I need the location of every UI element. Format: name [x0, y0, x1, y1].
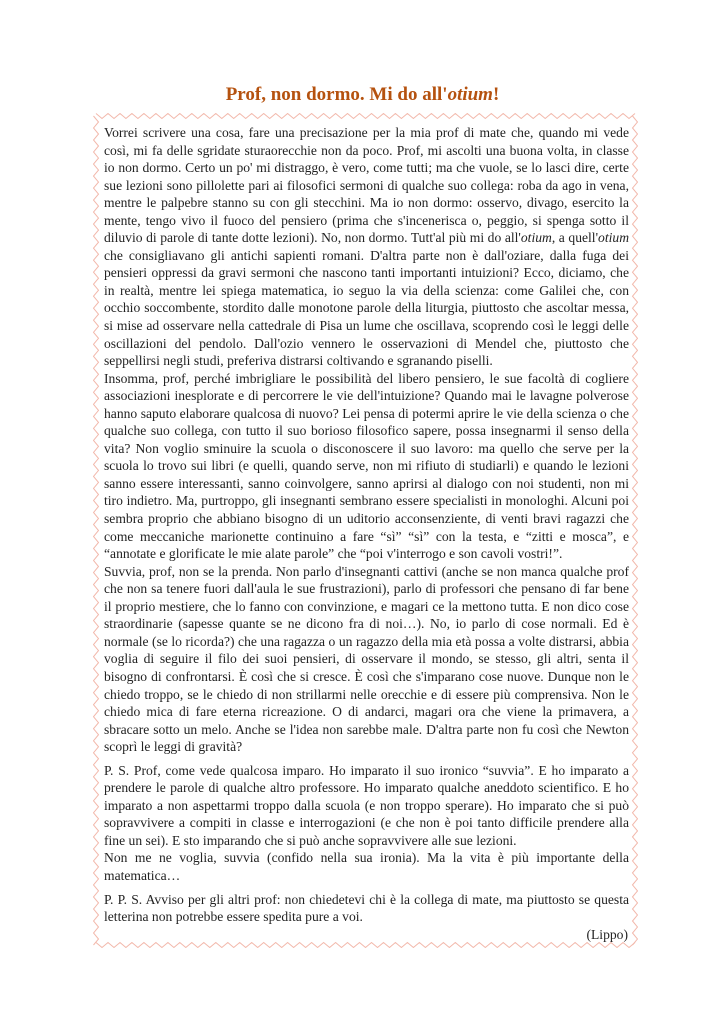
- paragraph-text: Insomma, prof, perché imbrigliare le possibilità del libero pensiero, le sue facoltà di cogliere associazioni inesplorate e di percorrere le vie dell'intuizione? Quando mai le lavagne polverose hanno saputo elaborare qualcosa di nuovo? Lei pensa di potermi aprire le vie della scienza o che qualche suo collega, con tutto il suo borioso filosofico sapere, possa insegnarmi il senso della vita? Non voglio sminuire la scuola o disconoscere il suo lavoro: ma quello che serve per la scuola lo trovo sui libri (e quelli, quando serve, non mi rifiuto di studiarli) e quando le lezioni sanno essere interessanti, sanno coinvolgere, sanno aprirsi al dialogo con noi studenti, non mi tiro indietro. Ma, purtroppo, gli insegnanti sembrano essere specialisti in monologhi. Alcuni poi sembra proprio che abbiano bisogno di un uditorio acconsenziente, di venti bravi ragazzi che come meccaniche marionette continuino a fare “sì” “sì” con la testa, e “zitti e mosca”, e “annotate e glorificate le mie alate parole” che “poi v'interrogo e son cavoli vostri!”.: [104, 370, 629, 562]
- paragraph: [104, 124, 629, 370]
- letter-body: [104, 124, 629, 926]
- paragraph-text: Non me ne voglia, suvvia (confido nella sua ironia). Ma la vita è più importante della matematica…: [104, 850, 629, 883]
- border-edge: [94, 116, 99, 945]
- title-end: !: [492, 84, 500, 105]
- paragraph-text: , a quell': [551, 230, 599, 246]
- signature: (Lippo): [586, 927, 628, 942]
- paragraph: [104, 370, 629, 563]
- border-edge: [96, 114, 635, 119]
- italic-term: otium: [520, 230, 552, 246]
- paragraph: [104, 563, 629, 756]
- paragraph-text: che consigliavano gli antichi sapienti romani. D'altra parte non è dall'oziare, dalla fuga dei pensieri oppressi da gravi sermoni che nascono tanti importanti intuizioni? Ecco, diciamo, che in realtà, mentre lei spiega matematica, io seguo la via della scienza: come Galilei che, con occhio soccombente, stordito dalle monotone parole della liturgia, piuttosto che ascoltar messa, si mise ad osservare nella cattedrale di Pisa un lume che oscillava, scoprendo così le leggi delle oscillazioni del pendolo. Dall'ozio vennero le osservazioni di Mendel che, piuttosto che seppellirsi negli studi, preferiva distrarsi coltivando e sgranando piselli.: [104, 247, 629, 369]
- border-edge: [96, 943, 635, 948]
- title-italic: otium: [447, 84, 493, 105]
- paragraph: [104, 891, 629, 926]
- article-title: [0, 84, 725, 106]
- border-edge: [633, 116, 638, 945]
- paragraph-text: P. S. Prof, come vede qualcosa imparo. Ho imparato il suo ironico “suvvia”. E ho imparato a prendere le parole di qualche altro professore. Ho imparato qualche aneddoto scientifico. E ho imparato a non aspettarmi troppo dalla scuola (e non troppo sperare). Ho imparato che si può sopravvivere a compiti in classe e interrogazioni (e che non è poi tanto difficile prendere alla fine un sei). E sto imparando che si può anche sopravvivere alle sue lezioni.: [104, 762, 629, 848]
- paragraph-text: Suvvia, prof, non se la prenda. Non parlo d'insegnanti cattivi (anche se non manca qualche prof che non sa tenere fuori dall'aula le sue frustrazioni), parlo di professori che pensano di far bene il proprio mestiere, che lo fanno con convinzione, e magari ce la mettono tutta. E non dico cose straordinarie (sapesse quante se ne dicono fra di noi…). No, io parlo di cose normali. Ed è normale (se lo ricorda?) che una ragazza o un ragazzo della mia età possa a volte distrarsi, abbia voglia di seguire il filo dei suoi pensieri, di osservare il mondo, se stesso, gli altri, senta il bisogno di confrontarsi. È così che si cresce. È così che s'imparano cose nuove. Dunque non le chiedo troppo, se le chiedo di non strillarmi nelle orecchie e di essere più comprensiva. Non le chiedo mica di fare eterna ricreazione. O di andarci, magari ora che viene la primavera, a sbracare sotto un melo. Anche se l'idea non sarebbe male. D'altra parte non fu così che Newton scoprì le leggi di gravità?: [104, 563, 629, 755]
- paragraph: [104, 762, 629, 850]
- title-main: Prof, non dormo. Mi do all': [225, 84, 448, 105]
- paragraph: [104, 849, 629, 884]
- paragraph-text: P. P. S. Avviso per gli altri prof: non chiedetevi chi è la collega di mate, ma piuttosto se questa letterina non potrebbe essere spedita pure a voi.: [104, 891, 629, 925]
- paragraph-text: Vorrei scrivere una cosa, fare una precisazione per la mia prof di mate che, quando mi vede così, mi fa delle sgridate sturaorecchie non da poco. Prof, mi ascolti una buona volta, in classe io non dormo. Certo un po' mi distraggo, è vero, come tutti; ma che vuole, se lo lasci dire, certe sue lezioni sono pillolette pari ai filosofici sermoni di qualche suo collega: roba da ago in vena, mentre le palpebre stanno su con gli stecchini. Ma io non dormo: osservo, divago, esercito la mente, tengo vivo il fuoco del pensiero (prima che s'incenerisca o, peggio, si spenga sotto il diluvio di parole di tante dotte lezioni). No, non dormo. Tutt'al più mi do all': [104, 125, 629, 246]
- italic-term: otium: [598, 230, 630, 246]
